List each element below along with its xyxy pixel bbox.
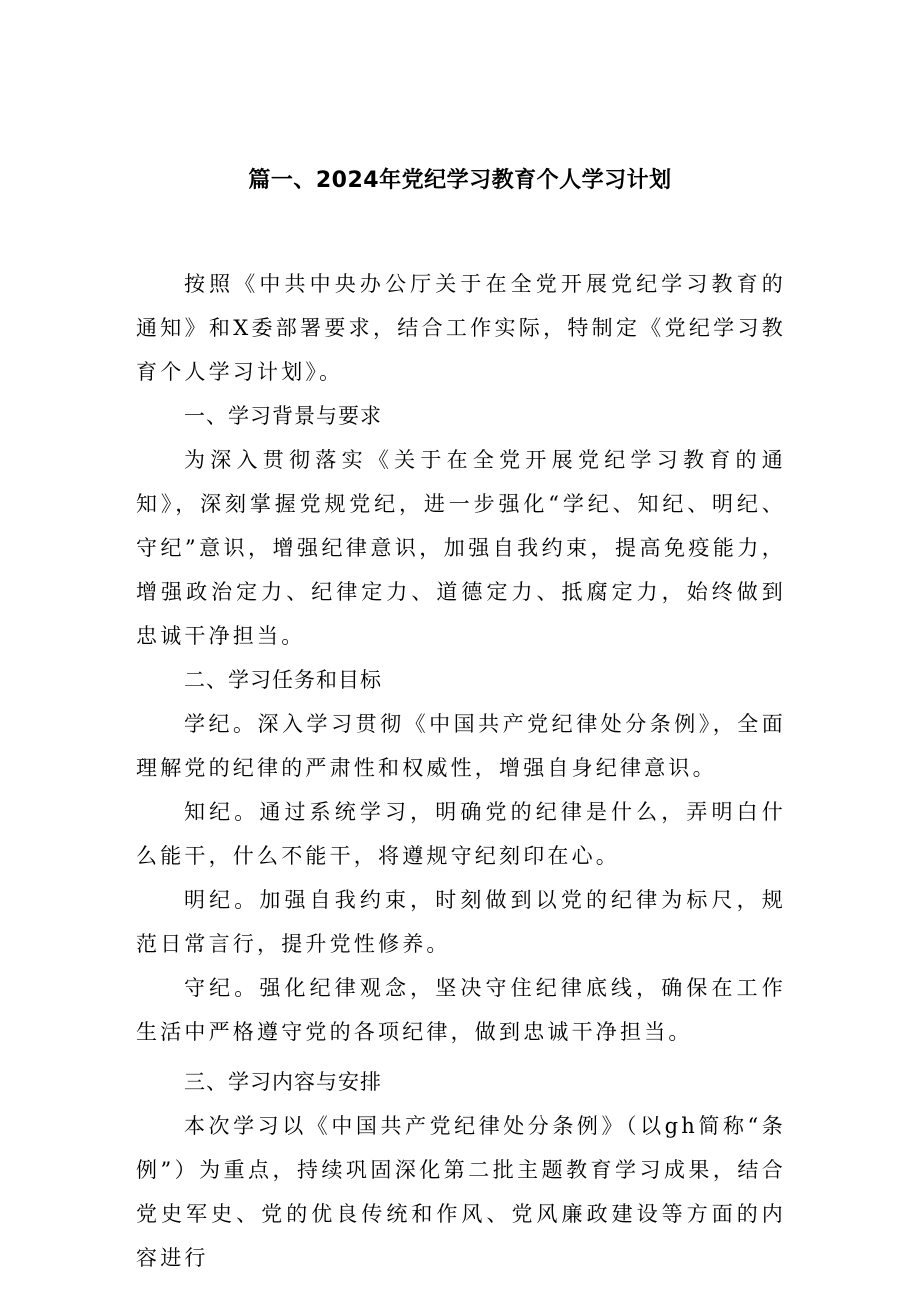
section-heading: 一、学习背景与要求 <box>184 404 382 428</box>
section-paragraph: 明纪。加强自我约束，时刻做到以党的纪律为标尺，规范日常言行，提升党性修养。 <box>136 888 786 956</box>
section-paragraph: 为深入贯彻落实《关于在全党开展党纪学习教育的通知》，深刻掌握党规党纪，进一步强化“学纪、知纪、明纪、守纪”意识，增强纪律意识，加强自我约束，提高免疫能力，增强政治定力、纪律定力、道德定力、抵腐定力，始终做到忠诚干净担当。 <box>136 448 786 648</box>
intro-paragraph: 按照《中共中央办公厅关于在全党开展党纪学习教育的通知》和X委部署要求，结合工作实际，特制定《党纪学习教育个人学习计划》。 <box>136 272 786 384</box>
document-title: 篇一、2024年党纪学习教育个人学习计划 <box>248 168 672 193</box>
section-paragraph: 学纪。深入学习贯彻《中国共产党纪律处分条例》，全面理解党的纪律的严肃性和权威性，增强自身纪律意识。 <box>136 712 786 780</box>
document-body <box>136 262 786 1280</box>
section-paragraph: 知纪。通过系统学习，明确党的纪律是什么，弄明白什么能干，什么不能干，将遵规守纪刻印在心。 <box>136 800 786 868</box>
section-1 <box>136 394 786 658</box>
section-3 <box>136 1060 786 1280</box>
section-paragraph: 本次学习以《中国共产党纪律处分条例》（以gh简称“条例”）为重点，持续巩固深化第二批主题教育学习成果，结合党史军史、党的优良传统和作风、党风廉政建设等方面的内容进行 <box>136 1114 786 1270</box>
section-2 <box>136 658 786 1054</box>
section-paragraph: 守纪。强化纪律观念，坚决守住纪律底线，确保在工作生活中严格遵守党的各项纪律，做到忠诚干净担当。 <box>136 976 786 1044</box>
section-heading: 三、学习内容与安排 <box>184 1070 382 1094</box>
section-heading: 二、学习任务和目标 <box>184 668 382 692</box>
